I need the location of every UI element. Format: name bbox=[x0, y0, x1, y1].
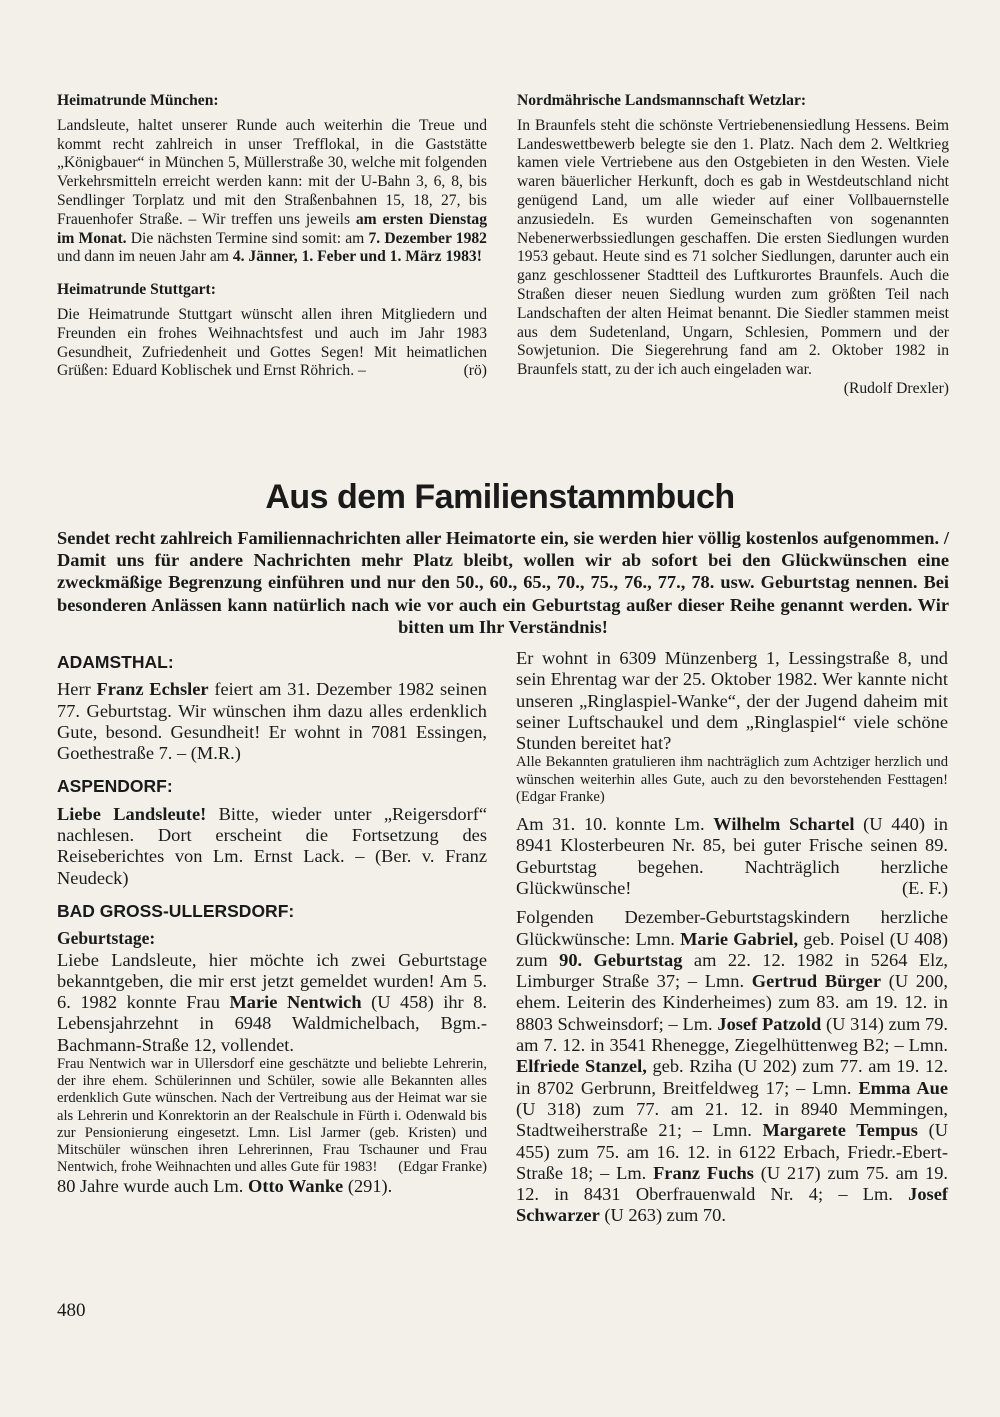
person-name: Josef Schwarzer bbox=[516, 1184, 948, 1226]
top-right-column bbox=[517, 92, 949, 399]
bold-text: 7. Dezember 1982 bbox=[368, 229, 487, 247]
text: (U 217) zum 75. am 19. 12. in 8431 Oberfrauenwald Nr. 4; – Lm. bbox=[516, 1162, 948, 1205]
text: (U 458) ihr 8. Lebensjahrzehnt in 6948 Waldmichelbach, Bgm.-Bachmann-Straße 12, vollendet. bbox=[57, 992, 487, 1055]
paragraph-aspendorf bbox=[57, 804, 487, 889]
page-number: 480 bbox=[57, 1300, 86, 1321]
text: feiert am 31. Dezember 1982 seinen 77. Geburtstag. Wir wünschen ihm dazu alles erdenklich Gute, besond. Gesundheit! Er wohnt in 7081 Essingen, Goethestraße 7. – (M.R.) bbox=[57, 679, 487, 764]
text: (U 263) zum 70. bbox=[604, 1205, 726, 1226]
paragraph-wanke bbox=[57, 1176, 487, 1197]
signature: (Rudolf Drexler) bbox=[843, 379, 949, 397]
text: geb. Poisel (U 408) zum bbox=[516, 928, 948, 970]
bold-text: 4. Jänner, 1. Feber und 1. März 1983! bbox=[232, 248, 482, 266]
person-name: Elfriede Stanzel, bbox=[516, 1056, 647, 1077]
text: Liebe Landsleute, hier möchte ich zwei Geburtstage bekanntgeben, die mir erst jetzt gemeldet wurden! Am 5. 6. 1982 konnte Frau bbox=[57, 949, 487, 1013]
heading-aspendorf: ASPENDORF: bbox=[57, 776, 173, 797]
text: (U 455) zum 75. am 16. 12. in 6122 Erbach, Friedr.-Ebert-Straße 18; – Lm. bbox=[516, 1120, 948, 1183]
top-left-column bbox=[57, 92, 487, 381]
text: Die Heimatrunde Stuttgart wünscht allen ihren Mitgliedern und Freunden ein frohes Weihnachtsfest und auch im Jahr 1983 Gesundheit, Zufriedenheit und Gottes Segen! Mit heimatlichen Grüßen: Eduard Koblischek und Ernst Röhrich. – bbox=[57, 305, 487, 380]
bold-text: am ersten Dienstag im Monat. bbox=[57, 210, 487, 247]
signature: (rö) bbox=[463, 362, 487, 380]
text: (U 314) zum 79. am 7. 12. in 3541 Rhenegge, Ziegelhüttenweg B2; – Lmn. bbox=[516, 1013, 949, 1056]
heading-muenchen: Heimatrunde München: bbox=[57, 92, 219, 109]
text: Am 31. 10. konnte Lm. bbox=[516, 814, 705, 835]
paragraph-wanke-continued: Er wohnt in 6309 Münzenberg 1, Lessingstraße 8, und sein Ehrentag war der 25. Oktober 1982. Wer kannte nicht unseren „Ringlaspiel-Wanke“, der der Jugend daheim mit seiner Luftschaukel und dem „Ringlaspiel“ viele schöne Stunden bereitet hat? bbox=[516, 648, 948, 754]
paragraph-wetzlar: In Braunfels steht die schönste Vertriebenensiedlung Hessens. Beim Landeswettbewerb belegte sie den 1. Platz. Nach dem 2. Weltkrieg kamen viele Vertriebene aus den Ostgebieten in den Westen. Viele waren bäuerlicher Herkunft, doch es gab in Westdeutschland nicht genügend Land, um alle wieder auf einer Vollbauernstelle anzusiedeln. Es wurden Gemeinschaften von sogenannten Nebenerwerbssiedlungen geschaffen. Die ersten Siedlungen wurden 1953 gebaut. Heute sind es 71 solcher Siedlungen, darunter auch ein ganz geschlossener Stadtteil des Luftkurortes Braunfels. Auch die Straßen dieser neuen Siedlung wurden zum größten Teil nach Landschaften der alten Heimat benannt. Die Siedler stammen meist aus dem Sudetenland, Ungarn, Schlesien, Pommern und der Sowjetunion. Die Siegerehrung fand am 2. Oktober 1982 in Braunfels statt, zu der ich auch eingeladen war. bbox=[517, 116, 949, 379]
person-name: Franz Fuchs bbox=[653, 1162, 754, 1183]
person-name: Gertrud Bürger bbox=[751, 971, 882, 992]
text: Herr bbox=[57, 679, 91, 700]
text: geb. Rziha (U 202) zum 77. am 19. 12. in 8702 Gerbrunn, Breitfeldweg 17; – Lmn. bbox=[516, 1056, 948, 1098]
person-name: Marie Gabriel, bbox=[680, 928, 799, 949]
text: Die nächsten Termine sind somit: am bbox=[130, 229, 365, 247]
paragraph-dezember bbox=[516, 907, 948, 1226]
section-stuttgart bbox=[57, 281, 487, 381]
bottom-left-column bbox=[57, 648, 487, 1198]
signature: (E. F.) bbox=[901, 877, 948, 898]
person-name: Emma Aue bbox=[858, 1077, 948, 1098]
text: und dann im neuen Jahr am bbox=[57, 248, 229, 266]
person-name: Otto Wanke bbox=[248, 1176, 344, 1197]
text: Frau Nentwich war in Ullersdorf eine geschätzte und beliebte Lehrerin, der ihre ehem. Schülerinnen und Schüler, sowie alle Bekannten alles erdenklich Gute wünschen. Nach der Vertreibung aus der Heimat war sie als Lehrerin und Konrektorin an der Realschule in Fürth i. Odenwald bis zur Pensionierung eingesetzt. Lmn. Lisl Jarmer (geb. Kristen) und Mitschüler wünschen ihren Lehrerinnen, Frau Tschauner und Frau Nentwich, frohe Weihnachten und alles Gute für 1983! bbox=[57, 1056, 487, 1176]
text: 80 Jahre wurde auch Lm. bbox=[57, 1176, 244, 1197]
paragraph-muenchen bbox=[57, 117, 487, 267]
person-name: Wilhelm Schartel bbox=[713, 814, 855, 835]
bold-text: 90. Geburtstag bbox=[559, 949, 683, 970]
text: (U 318) zum 77. am 21. 12. in 8940 Memmingen, Stadtweiherstraße 21; – Lmn. bbox=[516, 1098, 948, 1141]
heading-wetzlar: Nordmährische Landsmannschaft Wetzlar: bbox=[517, 92, 807, 109]
fine-print-ullersdorf bbox=[57, 1056, 487, 1176]
person-name: Josef Patzold bbox=[717, 1013, 822, 1034]
page-title: Aus dem Familienstammbuch bbox=[265, 478, 735, 516]
person-name: Franz Echsler bbox=[96, 679, 209, 700]
subheading-geburtstage: Geburtstage: bbox=[57, 928, 156, 949]
person-name: Margarete Tempus bbox=[762, 1120, 918, 1141]
heading-ullersdorf: BAD GROSS-ULLERSDORF: bbox=[57, 900, 295, 921]
person-name: Marie Nentwich bbox=[229, 992, 362, 1013]
text: Bitte, wieder unter „Reigersdorf“ nachlesen. Dort erscheint die Fortsetzung des Reiseberichtes von Lm. Ernst Lack. – (Ber. v. Franz Neudeck) bbox=[57, 803, 487, 888]
text: (291). bbox=[347, 1176, 393, 1197]
paragraph-schartel bbox=[516, 814, 948, 899]
text: (U 440) in 8941 Klosterbeuren Nr. 85, bei guter Frische seinen 89. Geburtstag begehen. Nachträglich herzliche Glückwünsche! bbox=[516, 814, 948, 898]
heading-stuttgart: Heimatrunde Stuttgart: bbox=[57, 281, 216, 299]
text: (U 200, ehem. Leiterin des Kinderheimes) zum 83. am 19. 12. in 8803 Schweinsdorf; – Lm. bbox=[516, 971, 948, 1034]
paragraph-stuttgart bbox=[57, 306, 487, 381]
intro-paragraph: Sendet recht zahlreich Familiennachrichten aller Heimatorte ein, sie werden hier völlig kostenlos aufgenommen. / Damit uns für andere Nachrichten mehr Platz bleibt, wollen wir ab sofort bei den Glückwünschen eine zweckmäßige Begrenzung einführen und nur den 50., 60., 65., 70., 75., 76., 77., 78. usw. Geburtstag nennen. Bei besonderen Anlässen kann natürlich nach wie vor auch ein Geburtstag außer dieser Reihe genannt werden. Wir bitten um Ihr Verständnis! bbox=[57, 528, 949, 637]
text: Landsleute, haltet unserer Runde auch weiterhin die Treue und kommt recht zahlreich in unser Trefflokal, in die Gaststätte „Königbauer“ in München 5, Müllerstraße 30, welche mit folgenden Verkehrsmitteln erreicht werden kann: mit der U-Bahn 3, 6, 8, bis Sendlinger Torplatz und mit den Straßenbahnen 15, 18, 27, bis Frauenhofer Straße. – Wir treffen uns jeweils bbox=[57, 116, 487, 228]
paragraph-adamsthal bbox=[57, 679, 487, 764]
bold-text: Liebe Landsleute! bbox=[57, 803, 207, 824]
bottom-right-column bbox=[516, 648, 948, 1227]
text: am 22. 12. 1982 in 5264 Elz, Limburger Straße 37; – Lmn. bbox=[516, 949, 948, 992]
text: Alle Bekannten gratulieren ihm nachträglich zum Achtziger herzlich und wünschen weiterhin alles Gute, auch zu den bevorstehenden Festtagen! (Edgar Franke) bbox=[516, 754, 948, 805]
section-muenchen bbox=[57, 92, 487, 267]
fine-print-wanke bbox=[516, 754, 948, 806]
heading-adamsthal: ADAMSTHAL: bbox=[57, 652, 174, 672]
paragraph-ullersdorf bbox=[57, 950, 487, 1056]
text: Folgenden Dezember-Geburtstagskindern herzliche Glückwünsche: Lmn. bbox=[516, 907, 948, 949]
signature: (Edgar Franke) bbox=[398, 1159, 487, 1176]
